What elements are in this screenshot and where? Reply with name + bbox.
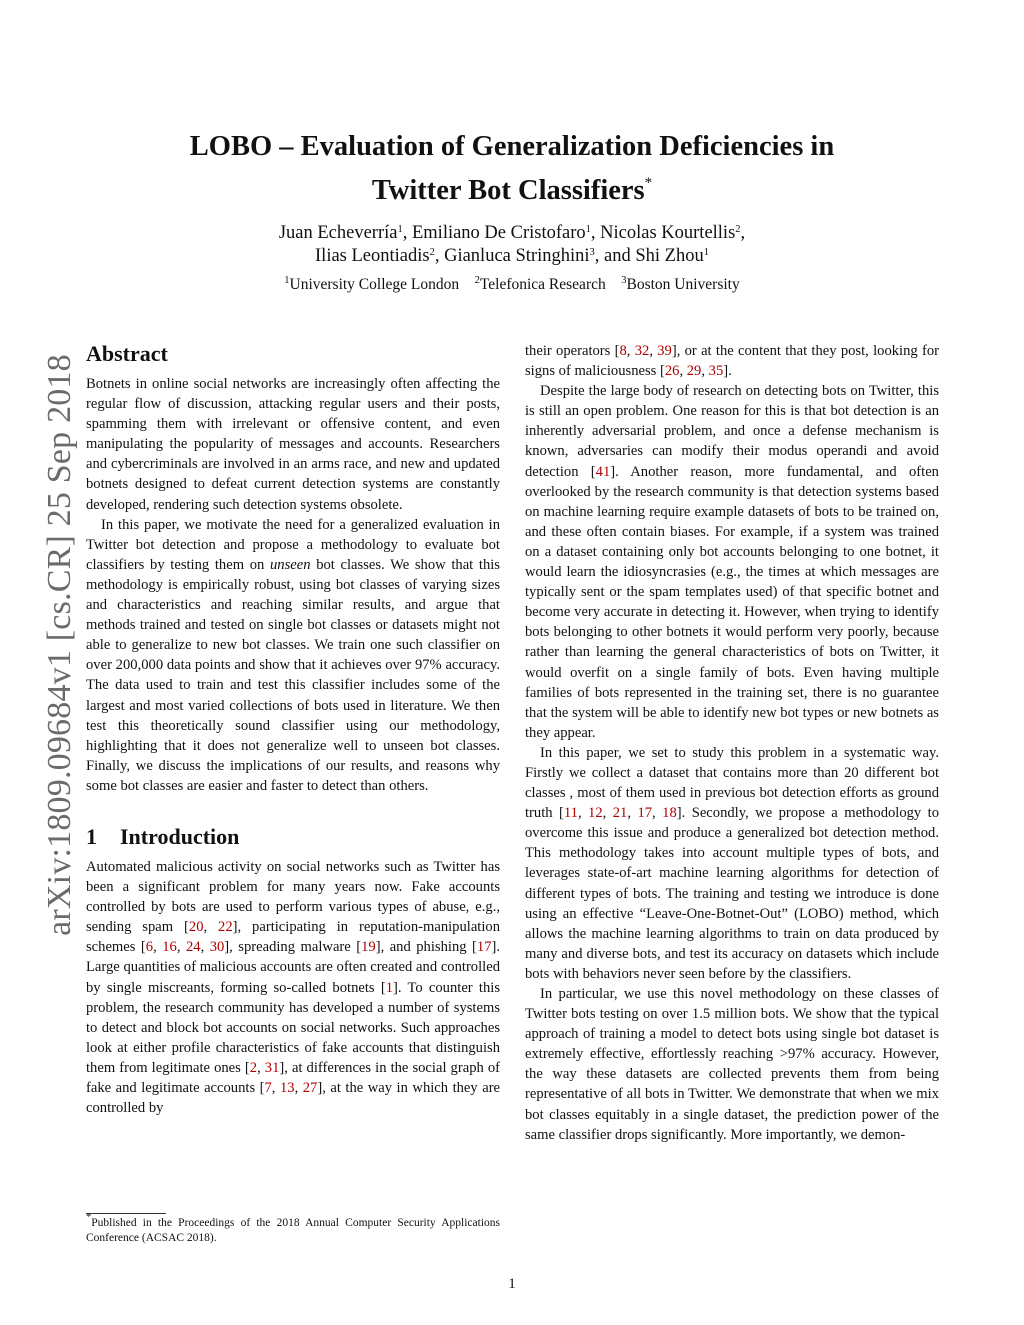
citation-link[interactable]: 13	[279, 1080, 295, 1096]
citation-link[interactable]: 17	[637, 805, 653, 822]
affiliation-name: Boston University	[626, 276, 740, 293]
author-name: Gianluca Stringhini	[444, 246, 590, 266]
citation-link[interactable]: 16	[162, 939, 177, 956]
author-name: Emiliano De Cristofaro	[411, 223, 586, 243]
author-separator: ,	[590, 223, 601, 243]
author-affiliation-mark: 1	[585, 224, 591, 235]
author-separator: ,	[740, 223, 746, 243]
citation-link[interactable]: 27	[302, 1080, 318, 1096]
section-number: 1	[86, 823, 97, 849]
body-text: ]. To counter this problem, the research community has developed a number of systems to detect and block bot accounts on social networks. Such approaches look at either profile characteristics of fake accounts that distinguish them from legitimate ones [	[86, 979, 500, 1076]
citation-link[interactable]: 41	[595, 463, 611, 480]
introduction-heading	[86, 823, 500, 851]
body-text: ]. Another reason, more fundamental, and often overlooked by the research community is that detection systems based on machine learning require example datasets of bots to be trained on, and these often contain biases. For example, if a system was trained on a dataset containing only bot accounts belonging to one botnet, it would learn the idiosyncrasies (e.g., the times at which messages are typically sent or the spam templates used) of that specific botnet and become very accurate in detecting it. However, when trying to identify bots belonging to other botnets it would perform very poorly, because rather than learning the general characteristics of bots on Twitter, it would overfit on a single family of bots. Even having multiple families of bots represented in the training set, there is no guarantee that the system will be able to identify new bot types or new botnets as they appear.	[525, 463, 939, 741]
affiliation-list	[120, 275, 904, 295]
body-text: ]. Secondly, we propose a methodology to overcome this issue and produce a generalized bot detection method. This methodology takes into account multiple types of bots, and leverages state-of-art machine learning algorithms for detection of different types of bots. The training and testing we introduce is done using an effective “Leave-One-Botnet-Out” (LOBO) method, which allows the machine learning algorithms to train on data produced by many and diverse bots, and test its accuracy on datasets which include bots with behaviors never seen before by the classifiers.	[525, 805, 940, 982]
footnote	[86, 1212, 500, 1246]
author-affiliation-mark: 2	[735, 224, 741, 235]
author-affiliation-mark: 1	[703, 247, 709, 258]
author-list	[120, 222, 904, 268]
affiliation-mark: 3	[621, 275, 627, 286]
affiliation-name: University College London	[289, 276, 460, 293]
emphasis-unseen: unseen	[270, 556, 311, 573]
citation-link[interactable]: 26	[664, 363, 680, 380]
citation-link[interactable]: 1	[385, 979, 393, 996]
affiliation-mark: 2	[474, 275, 480, 286]
title-line-2: Twitter Bot Classifiers	[371, 175, 645, 206]
author-separator: ,	[434, 246, 445, 266]
author-name: Juan Echeverría	[278, 223, 398, 243]
citation-link[interactable]: 6	[145, 939, 154, 956]
citation-link[interactable]: 7	[264, 1080, 272, 1096]
body-text: ].	[723, 363, 732, 380]
body-text: ], at the way in which they are controlled by	[86, 1080, 501, 1117]
citation-link[interactable]: 22	[218, 919, 233, 936]
introduction-paragraph-3: In this paper, we set to study this problem in a systematic way. Firstly we collect a dataset that contains more than 20 different bot classes , most of them used in previous bot detection efforts as ground truth [11, 12, 21, 17, 18]. Secondly, we propose a methodology to overcome this issue and produce a generalized bot detection method. This methodology takes into account multiple types of bots, and leverages state-of-art machine learning algorithms for detection of different types of bots. The training and testing we introduce is done using an effective “Leave-One-Botnet-Out” (LOBO) method, which allows the machine learning algorithms to train on data produced by many and diverse bots, and test its accuracy on datasets which include bots with behaviors never seen before by the classifiers.	[525, 744, 940, 982]
abstract-heading: Abstract	[86, 341, 168, 366]
citation-link[interactable]: 39	[657, 343, 672, 359]
introduction-paragraph-2	[525, 381, 939, 743]
introduction-paragraph-1-continued: their operators [8, 32, 39], or at the content that they post, looking for signs of maliciousness [26, 29, 35].	[525, 343, 939, 380]
abstract-text: bot classes. We show that this methodology is empirically robust, using bot classes of varying sizes and characteristics and reaching similar results, and argue that methods trained and tested on single bot classes or datasets might not able to generalize to new bot classes. We train one such classifier on over 200,000 data points and show that it achieves over 97% accuracy. The data used to train and test this classifier includes some of the largest and most varied collections of bots used in literature. We then test this theoretically sound classifier using our methodology, highlighting that it does not generalize well to unseen bot classes. Finally, we discuss the implications of our results, and reasons why some bot classes are easier and faster to detect than others.	[86, 556, 500, 794]
author-name: Nicolas Kourtellis	[600, 223, 736, 243]
introduction-paragraph-4: In particular, we use this novel methodology on these classes of Twitter bots testing on over 1.5 million bots. We show that the typical approach of training a model to detect bots using single bot dataset is extremely effective, effortlessly reaching >97% accuracy. However, the way these datasets are collected prevents them from being representative of all bots in Twitter. We demonstrate that when we mix bot classes equitably in a single dataset, the prediction power of the same classifier drops significantly. More importantly, we demon-	[525, 986, 939, 1143]
body-text: ], or at the content that they post, looking for signs of maliciousness [	[525, 343, 939, 380]
citation-link[interactable]: 8	[619, 343, 627, 359]
citation-link[interactable]: 21	[612, 805, 628, 822]
author-separator: ,	[402, 223, 412, 243]
body-text: ], spreading malware [	[224, 939, 362, 956]
citation-link[interactable]: 32	[634, 343, 650, 359]
abstract-text: In this paper, we motivate the need for a generalized evaluation in Twitter bot detection and propose a methodology to evaluate bot classifiers by testing them on	[86, 516, 500, 573]
citation-link[interactable]: 29	[686, 363, 702, 380]
citation-link[interactable]: 30	[209, 939, 225, 956]
author-separator: , and	[594, 246, 636, 266]
footnote-mark: *	[86, 1212, 92, 1223]
citation-link[interactable]: 19	[361, 939, 376, 956]
page-number: 1	[508, 1276, 516, 1292]
citation-link[interactable]: 35	[708, 363, 724, 380]
citation-link[interactable]: 12	[588, 805, 603, 822]
citation-link[interactable]: 31	[264, 1059, 280, 1076]
body-text: ], and phishing [	[375, 939, 477, 956]
citation-link[interactable]: 20	[188, 919, 204, 936]
citation-link[interactable]: 11	[563, 805, 578, 822]
abstract-paragraph-2	[86, 515, 500, 796]
body-text: Automated malicious activity on social networks such as Twitter has been a significant problem for many years now. Fake accounts controlled by bots are used to perform various types of abuse, e.g., sending spam [	[86, 858, 500, 936]
author-name: Shi Zhou	[635, 246, 704, 266]
body-text: ], participating in reputation-manipulation schemes [	[86, 919, 501, 956]
title-footnote-mark: *	[644, 175, 653, 191]
affiliation-mark: 1	[284, 275, 290, 286]
title-line-1: LOBO – Evaluation of Generalization Deficiencies in	[189, 131, 835, 162]
abstract-paragraph-1: Botnets in online social networks are increasingly often affecting the regular flow of discussion, attacking regular users and their posts, spamming them with irrelevant or offensive content, and even manipulating the popularity of messages and accounts. Researchers and cybercriminals are involved in an arms race, and new and updated botnets designed to defeat current detection systems are constantly developed, rendering such detection systems obsolete.	[86, 376, 500, 513]
left-column	[86, 340, 500, 1118]
introduction-paragraph-1: Automated malicious activity on social networks such as Twitter has been a significant problem for many years now. Fake accounts controlled by bots are used to perform various types of abuse, e.g., sending spam [20, 22], participating in reputation-manipulation schemes [6, 16, 24, 30], spreading malware [19], and phishing [17]. Large quantities of malicious accounts are often created and controlled by single miscreants, forming so-called botnets [1]. To counter this problem, the research community has developed a number of systems to detect and block bot accounts on social networks. Such approaches look at either profile characteristics of fake accounts that distinguish them from legitimate ones [2, 31], at differences in the social graph of fake and legitimate accounts [7, 13, 27], at the way in which they are controlled by	[86, 858, 501, 1117]
author-name: Ilias Leontiadis	[315, 246, 430, 266]
body-text: ], at differences in the social graph of fake and legitimate accounts [	[86, 1059, 501, 1096]
citation-link[interactable]: 18	[662, 805, 677, 822]
author-affiliation-mark: 1	[397, 224, 403, 235]
footnote-divider	[86, 1213, 166, 1214]
body-text: their operators [	[525, 343, 620, 359]
arxiv-identifier-stamp: arXiv:1809.09684v1 [cs.CR] 25 Sep 2018	[41, 354, 78, 936]
body-text: ]. Large quantities of malicious accounts are often created and controlled by single miscreants, forming so-called botnets [	[86, 939, 500, 996]
author-affiliation-mark: 3	[589, 247, 595, 258]
citation-link[interactable]: 17	[476, 939, 492, 956]
section-title: Introduction	[120, 823, 240, 849]
paper-title	[120, 129, 904, 209]
body-text: In this paper, we set to study this problem in a systematic way. Firstly we collect a dataset that contains more than 20 different bot classes , most of them used in previous bot detection efforts as ground truth [	[525, 744, 939, 822]
affiliation-name: Telefonica Research	[479, 276, 606, 293]
citation-link[interactable]: 24	[185, 939, 201, 956]
author-affiliation-mark: 2	[429, 247, 435, 258]
footnote-text: Published in the Proceedings of the 2018 Annual Computer Security Applications Conference (ACSAC 2018).	[86, 1217, 500, 1244]
body-text: Despite the large body of research on detecting bots on Twitter, this is still an open problem. One reason for this is that bot detection is an inherently adversarial problem, and once a defense mechanism is known, adversaries can modify their modus operandi and avoid detection [	[525, 383, 939, 480]
right-column	[525, 341, 939, 1145]
citation-link[interactable]: 2	[249, 1059, 258, 1076]
